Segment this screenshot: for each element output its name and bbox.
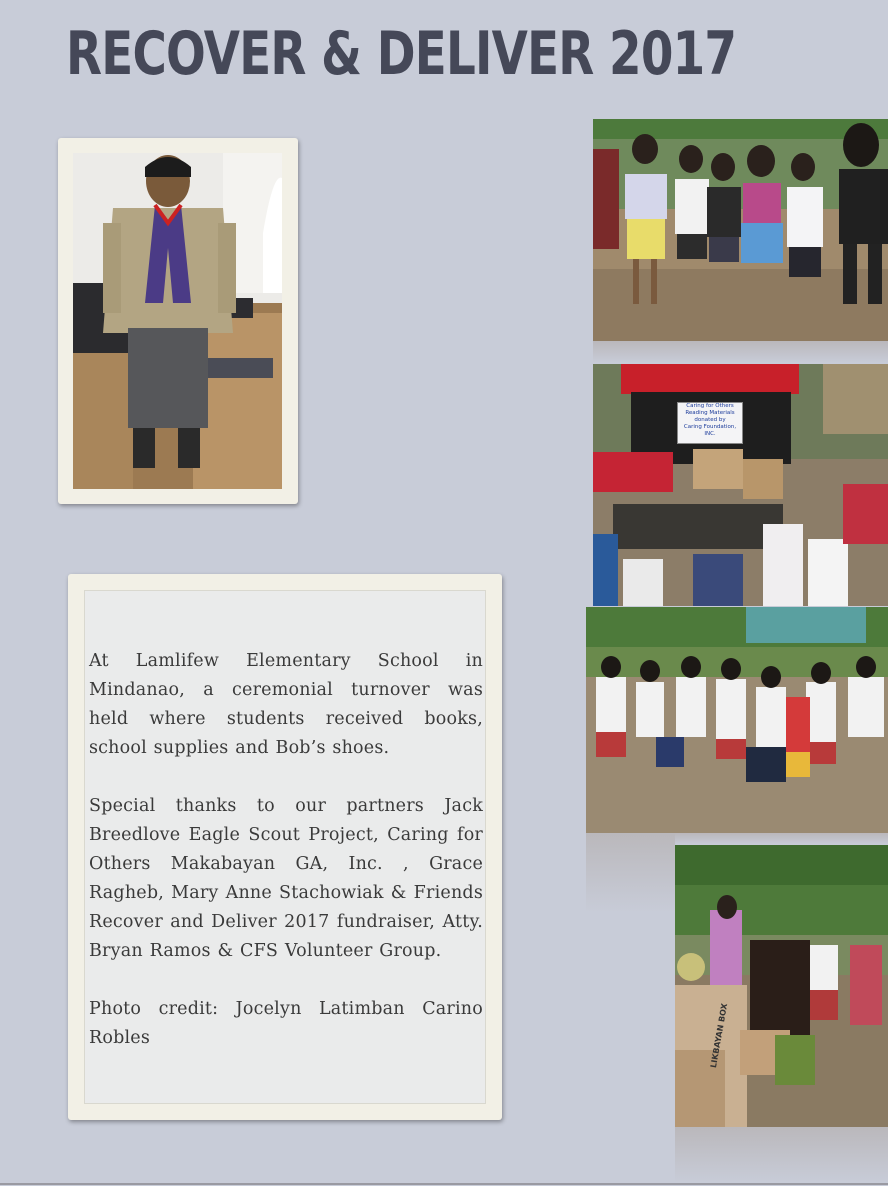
banner-line-2: Reading Materials (685, 410, 735, 416)
box-label: LIKBAYAN BOX (709, 1002, 730, 1069)
page-title: RECOVER & DELIVER 2017 (66, 19, 737, 89)
photo-reflection (675, 1127, 888, 1183)
photo-banner-shoes (593, 364, 888, 606)
banner-line-1: Caring for Others (686, 403, 734, 409)
paragraph-photo-credit: Photo credit: Jocelyn Latimban Carino Robles (89, 999, 483, 1048)
photo-ceremony-boxes (675, 845, 888, 1127)
paragraph-ceremony: At Lamlifew Elementary School in Mindanao, a ceremonial turnover was held where students received books, school supplies and Bob’s shoes. (89, 651, 483, 758)
photo-reflection (593, 341, 888, 363)
paragraph-thanks: Special thanks to our partners Jack Breedlove Eagle Scout Project, Caring for Others Makabayan GA, Inc. , Grace Ragheb, Mary Anne Stachowiak & Friends Recover and Deliver 2017 fundraiser, Atty. Bryan Ramos & CFS Volunteer Group. (89, 796, 483, 961)
caption-card (68, 574, 502, 1120)
portrait-photo-frame (58, 138, 298, 504)
banner-line-3: donated by (694, 417, 726, 423)
donation-banner-sign (677, 402, 743, 444)
photo-children-standing (593, 119, 888, 341)
caption-card-inner (84, 590, 486, 1104)
page-bottom-border (0, 1183, 888, 1185)
banner-line-4: Caring Foundation, INC. (683, 424, 737, 437)
photo-reflection (586, 833, 675, 913)
caption-text (89, 647, 483, 1082)
photo-reflection (675, 833, 888, 845)
photo-students-exercise (586, 607, 888, 833)
scout-portrait-photo (73, 153, 282, 489)
